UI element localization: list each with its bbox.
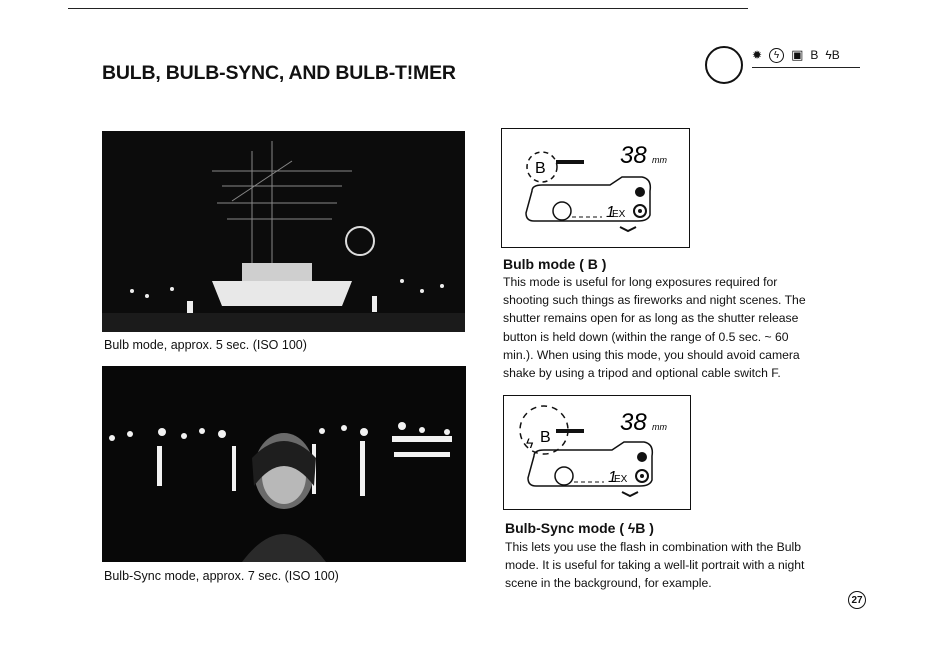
lcd-sync-ex-label: EX bbox=[614, 474, 628, 485]
bulb-desc-line: shake by using a tripod and optional cable switch F. bbox=[503, 366, 781, 381]
bulb-sync-photo-caption: Bulb-Sync mode, approx. 7 sec. (ISO 100) bbox=[104, 569, 339, 583]
lcd-bulb-counter: 1 bbox=[606, 204, 615, 221]
lcd-sync-counter: 1 bbox=[608, 469, 617, 486]
bulb-sync-desc-line: This lets you use the flash in combination with the Bulb bbox=[505, 540, 802, 554]
bulb-sync-mode-description bbox=[505, 538, 804, 593]
lcd-bulb-sync-art bbox=[504, 396, 689, 508]
lcd-bulb-sync-illustration bbox=[503, 395, 691, 510]
mode-icons-underline bbox=[752, 67, 860, 68]
lcd-bulb-unit: mm bbox=[652, 155, 667, 165]
bulb-mode-heading: Bulb mode ( B ) bbox=[503, 256, 607, 272]
lcd-bulb-art bbox=[502, 129, 688, 246]
bulb-sync-desc-line: mode. It is useful for taking a well-lit portrait with a night bbox=[505, 558, 805, 573]
flash-circle-icon: ϟ bbox=[769, 48, 784, 63]
bulb-photo-caption: Bulb mode, approx. 5 sec. (ISO 100) bbox=[104, 338, 307, 352]
lcd-bulb-mode-glyph: B bbox=[535, 160, 546, 177]
lcd-sync-flash-glyph: ϟ bbox=[526, 435, 534, 451]
bulb-mode-photo bbox=[102, 131, 465, 332]
bulb-desc-line: This mode is useful for long exposures required for bbox=[503, 275, 778, 289]
lcd-sync-number: 38 bbox=[620, 409, 647, 436]
bulb-mode-description bbox=[503, 273, 806, 382]
page-title: BULB, BULB-SYNC, AND BULB-T!MER bbox=[102, 62, 456, 84]
bulb-sync-mode-heading: Bulb-Sync mode ( ϟB ) bbox=[505, 520, 654, 536]
page-number: 27 bbox=[848, 591, 866, 609]
lcd-bulb-number: 38 bbox=[620, 142, 647, 169]
lcd-sync-unit: mm bbox=[652, 422, 667, 432]
bulb-desc-line: min.). When using this mode, you should avoid camera bbox=[503, 347, 800, 362]
mode-dial-circle-icon bbox=[705, 46, 743, 84]
bulb-sync-photo bbox=[102, 366, 466, 562]
bulb-sync-desc-line: scene in the background, for example. bbox=[505, 576, 712, 591]
bulb-mode-photo-art bbox=[102, 131, 465, 332]
lcd-bulb-illustration bbox=[501, 128, 690, 248]
bulb-b-label: B bbox=[810, 48, 819, 62]
lcd-bulb-ex-label: EX bbox=[612, 209, 626, 220]
mode-icons-row bbox=[752, 45, 840, 65]
scene-box-icon: ▣ bbox=[791, 47, 804, 62]
bulb-desc-line: shooting such things as fireworks and night scenes. The bbox=[503, 293, 806, 308]
bulb-desc-line: button is held down (within the range of 0.5 sec. ~ 60 bbox=[503, 329, 789, 344]
lcd-sync-mode-glyph: B bbox=[540, 429, 551, 446]
bulb-desc-line: shutter remains open for as long as the shutter release bbox=[503, 311, 799, 326]
flash-bulb-label: ϟB bbox=[825, 48, 840, 62]
sun-icon: ✹ bbox=[752, 48, 763, 62]
bulb-sync-photo-art bbox=[102, 366, 466, 562]
top-rule bbox=[68, 8, 748, 9]
